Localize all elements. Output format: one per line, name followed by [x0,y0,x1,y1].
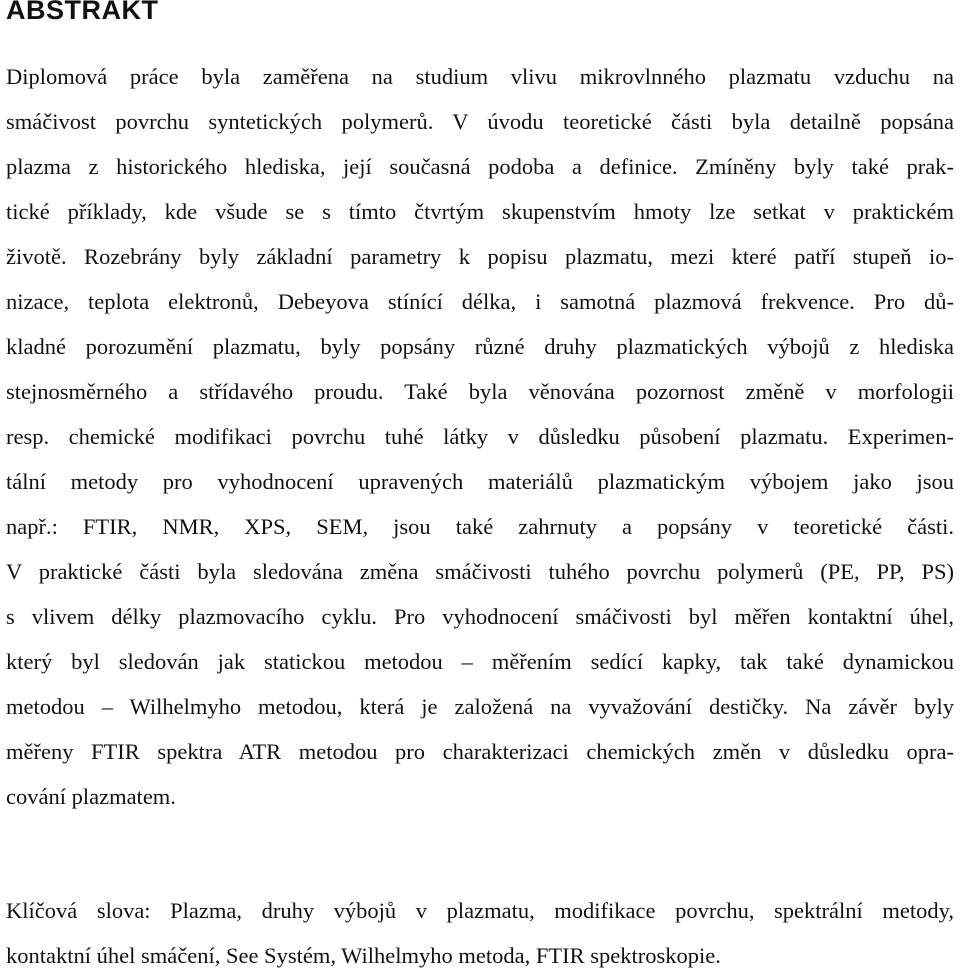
abstract-paragraph [6,54,954,819]
abstract-line: smáčivost povrchu syntetických polymerů. V úvodu teoretické části byla detailně popsána [6,109,954,134]
abstract-line: tální metody pro vyhodnocení upravených materiálů plazmatickým výbojem jako jsou [6,469,954,494]
abstract-line: měřeny FTIR spektra ATR metodou pro charakterizaci chemických změn v důsledku opra- [6,739,954,764]
abstract-line: metodou – Wilhelmyho metodou, která je založená na vyvažování destičky. Na závěr byly [6,694,954,719]
keywords-line: kontaktní úhel smáčení, See Systém, Wilhelmyho metoda, FTIR spektroskopie. [6,943,721,968]
abstract-line: stejnosměrného a střídavého proudu. Také byla věnována pozornost změně v morfologii [6,379,954,404]
keywords-paragraph [6,888,954,978]
abstract-line: nizace, teplota elektronů, Debeyova stínící délka, i samotná plazmová frekvence. Pro dů- [6,289,954,314]
abstract-line: např.: FTIR, NMR, XPS, SEM, jsou také zahrnuty a popsány v teoretické části. [6,514,954,539]
abstract-line: V praktické části byla sledována změna smáčivosti tuhého povrchu polymerů (PE, PP, PS) [6,559,954,584]
abstract-line: resp. chemické modifikaci povrchu tuhé látky v důsledku působení plazmatu. Experimen- [6,424,954,449]
abstract-line: Diplomová práce byla zaměřena na studium vlivu mikrovlnného plazmatu vzduchu na [6,64,954,89]
abstract-line: který byl sledován jak statickou metodou – měřením sedící kapky, tak také dynamickou [6,649,954,674]
abstract-line: s vlivem délky plazmovacího cyklu. Pro vyhodnocení smáčivosti byl měřen kontaktní úhel, [6,604,954,629]
abstract-heading: ABSTRAKT [6,0,159,25]
abstract-line: plazma z historického hlediska, její současná podoba a definice. Zmíněny byly také prak- [6,154,954,179]
abstract-line: tické příklady, kde všude se s tímto čtvrtým skupenstvím hmoty lze setkat v praktickém [6,199,954,224]
abstract-line: kladné porozumění plazmatu, byly popsány různé druhy plazmatických výbojů z hlediska [6,334,954,359]
abstract-line: cování plazmatem. [6,784,176,809]
abstract-line: životě. Rozebrány byly základní parametry k popisu plazmatu, mezi které patří stupeň io- [6,244,954,269]
keywords-line: Klíčová slova: Plazma, druhy výbojů v plazmatu, modifikace povrchu, spektrální metody, [6,898,954,923]
